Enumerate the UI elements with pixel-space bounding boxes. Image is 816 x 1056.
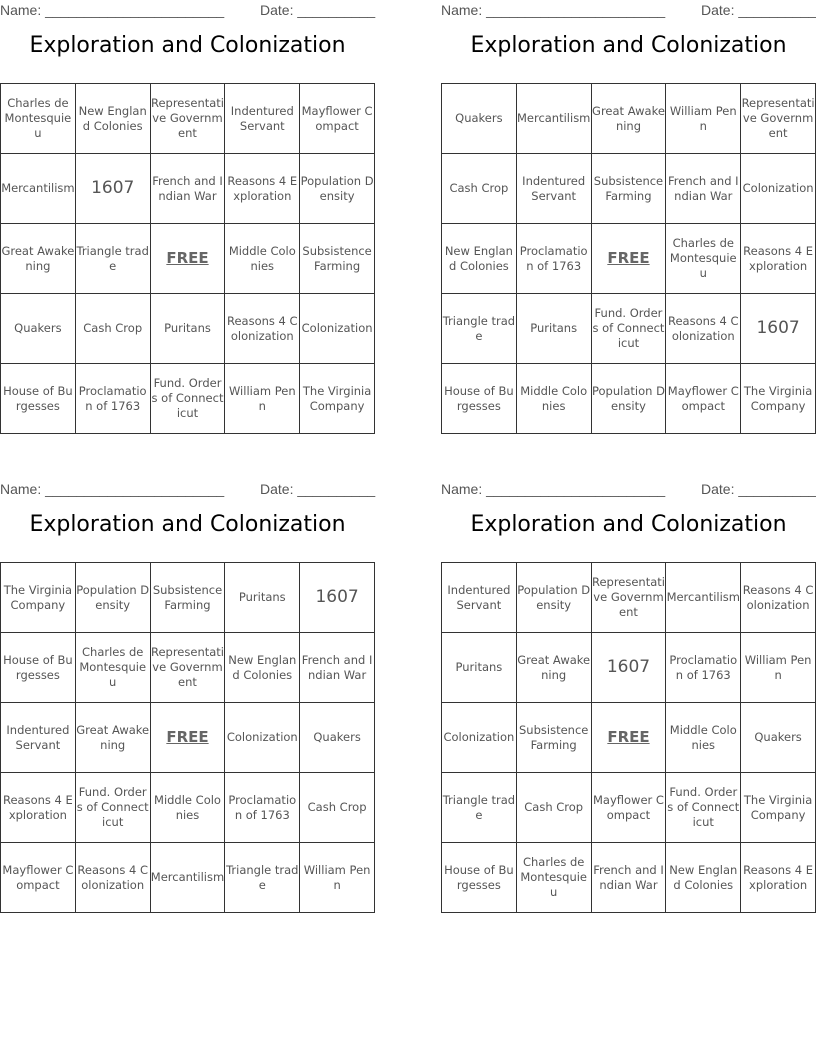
bingo-cell: French and Indian War [591, 843, 666, 913]
bingo-cell: Cash Crop [442, 154, 517, 224]
bingo-card-3 [0, 479, 376, 892]
bingo-cell: Quakers [300, 703, 375, 773]
bingo-cell: House of Burgesses [1, 633, 76, 703]
date-line: Date: __________ [260, 481, 376, 497]
bingo-cell: Colonization [741, 154, 816, 224]
bingo-cell: Puritans [442, 633, 517, 703]
bingo-cell: 1607 [300, 563, 375, 633]
bingo-cell: Reasons 4 Colonization [666, 294, 741, 364]
bingo-cell: Representative Government [591, 563, 666, 633]
date-line: Date: __________ [701, 481, 816, 497]
bingo-cell: Indentured Servant [225, 84, 300, 154]
bingo-cell: William Penn [225, 364, 300, 434]
bingo-card-1 [0, 0, 376, 420]
bingo-cell: Puritans [516, 294, 591, 364]
bingo-cell: Great Awakening [1, 224, 76, 294]
bingo-cell: Proclamation of 1763 [666, 633, 741, 703]
grid-row [1, 294, 375, 364]
bingo-cell: Mayflower Compact [666, 364, 741, 434]
bingo-cell: 1607 [75, 154, 150, 224]
bingo-cell: Colonization [442, 703, 517, 773]
bingo-cell: Colonization [300, 294, 375, 364]
bingo-cell: Mercantilism [150, 843, 225, 913]
grid-row [1, 364, 375, 434]
bingo-cell: Charles de Montesquieu [75, 633, 150, 703]
bingo-cell: Charles de Montesquieu [666, 224, 741, 294]
bingo-cell: Mayflower Compact [591, 773, 666, 843]
bingo-cell: Mercantilism [666, 563, 741, 633]
bingo-cell: Cash Crop [300, 773, 375, 843]
grid-row [1, 773, 375, 843]
bingo-cell: Subsistence Farming [300, 224, 375, 294]
grid-row [1, 154, 375, 224]
bingo-cell: Charles de Montesquieu [1, 84, 76, 154]
bingo-cell: New England Colonies [442, 224, 517, 294]
bingo-cell: Triangle trade [75, 224, 150, 294]
bingo-cell: Middle Colonies [516, 364, 591, 434]
bingo-cell: Fund. Orders of Connecticut [75, 773, 150, 843]
bingo-cell: Reasons 4 Exploration [1, 773, 76, 843]
name-line: Name: _______________________ [441, 2, 666, 18]
bingo-grid [0, 562, 375, 913]
bingo-cell: Subsistence Farming [591, 154, 666, 224]
bingo-cell: Representative Government [150, 84, 225, 154]
bingo-cell: Indentured Servant [442, 563, 517, 633]
bingo-cell: Great Awakening [591, 84, 666, 154]
bingo-cell: French and Indian War [666, 154, 741, 224]
bingo-cell: Puritans [225, 563, 300, 633]
free-space-cell: FREE [150, 224, 225, 294]
grid-row [442, 563, 816, 633]
bingo-cell: 1607 [741, 294, 816, 364]
bingo-cell: House of Burgesses [442, 364, 517, 434]
grid-row [1, 563, 375, 633]
bingo-cell: Fund. Orders of Connecticut [150, 364, 225, 434]
bingo-cell: Cash Crop [516, 773, 591, 843]
bingo-cell: Representative Government [150, 633, 225, 703]
bingo-cell: Subsistence Farming [150, 563, 225, 633]
bingo-cell: The Virginia Company [741, 773, 816, 843]
bingo-cell: Reasons 4 Exploration [741, 843, 816, 913]
bingo-cell: The Virginia Company [741, 364, 816, 434]
bingo-cell: French and Indian War [150, 154, 225, 224]
bingo-cell: William Penn [741, 633, 816, 703]
bingo-cell: Proclamation of 1763 [516, 224, 591, 294]
bingo-cell: William Penn [300, 843, 375, 913]
bingo-cell: Middle Colonies [150, 773, 225, 843]
grid-row [442, 84, 816, 154]
bingo-cell: Fund. Orders of Connecticut [666, 773, 741, 843]
bingo-cell: Cash Crop [75, 294, 150, 364]
bingo-cell: 1607 [591, 633, 666, 703]
bingo-cell: Population Density [591, 364, 666, 434]
bingo-cell: Population Density [75, 563, 150, 633]
grid-row [442, 843, 816, 913]
bingo-cell: Reasons 4 Colonization [225, 294, 300, 364]
bingo-cell: Middle Colonies [225, 224, 300, 294]
bingo-cell: Reasons 4 Exploration [741, 224, 816, 294]
bingo-cell: Quakers [1, 294, 76, 364]
grid-row [1, 633, 375, 703]
name-line: Name: _______________________ [0, 481, 225, 497]
free-space-cell: FREE [150, 703, 225, 773]
bingo-cell: Indentured Servant [1, 703, 76, 773]
bingo-cell: The Virginia Company [1, 563, 76, 633]
date-line: Date: __________ [701, 2, 816, 18]
bingo-cell: House of Burgesses [442, 843, 517, 913]
grid-row [442, 224, 816, 294]
bingo-cell: Great Awakening [75, 703, 150, 773]
card-header [441, 0, 816, 22]
bingo-card-4 [441, 479, 816, 899]
bingo-cell: Indentured Servant [516, 154, 591, 224]
bingo-cell: House of Burgesses [1, 364, 76, 434]
card-header [441, 479, 816, 501]
bingo-cell: Fund. Orders of Connecticut [591, 294, 666, 364]
bingo-cell: Mayflower Compact [300, 84, 375, 154]
bingo-cell: Population Density [300, 154, 375, 224]
bingo-cell: New England Colonies [75, 84, 150, 154]
bingo-cell: Mercantilism [516, 84, 591, 154]
name-line: Name: _______________________ [0, 2, 225, 18]
bingo-cell: The Virginia Company [300, 364, 375, 434]
bingo-cell: New England Colonies [666, 843, 741, 913]
card-title: Exploration and Colonization [470, 33, 787, 58]
grid-row [1, 703, 375, 773]
card-title: Exploration and Colonization [29, 512, 346, 537]
grid-row [1, 224, 375, 294]
grid-row [442, 773, 816, 843]
grid-row [442, 703, 816, 773]
bingo-grid [441, 83, 816, 434]
bingo-cell: Reasons 4 Colonization [75, 843, 150, 913]
bingo-cell: Reasons 4 Colonization [741, 563, 816, 633]
card-title: Exploration and Colonization [29, 33, 346, 58]
card-header [0, 0, 375, 22]
bingo-cell: Representative Government [741, 84, 816, 154]
bingo-grid [441, 562, 816, 913]
bingo-cell: Mercantilism [1, 154, 76, 224]
bingo-cell: Proclamation of 1763 [75, 364, 150, 434]
bingo-cell: Triangle trade [442, 773, 517, 843]
card-title: Exploration and Colonization [470, 512, 787, 537]
bingo-cell: Triangle trade [225, 843, 300, 913]
grid-row [442, 633, 816, 703]
card-header [0, 479, 375, 501]
bingo-card-2 [441, 0, 816, 413]
bingo-cell: Quakers [741, 703, 816, 773]
free-space-cell: FREE [591, 224, 666, 294]
bingo-cell: William Penn [666, 84, 741, 154]
bingo-cell: French and Indian War [300, 633, 375, 703]
bingo-cell: Triangle trade [442, 294, 517, 364]
grid-row [442, 154, 816, 224]
grid-row [1, 84, 375, 154]
bingo-cell: Quakers [442, 84, 517, 154]
bingo-cell: Reasons 4 Exploration [225, 154, 300, 224]
bingo-cell: Puritans [150, 294, 225, 364]
bingo-cell: Mayflower Compact [1, 843, 76, 913]
bingo-cell: Middle Colonies [666, 703, 741, 773]
bingo-cell: Charles de Montesquieu [516, 843, 591, 913]
grid-row [442, 294, 816, 364]
free-space-cell: FREE [591, 703, 666, 773]
bingo-cell: Great Awakening [516, 633, 591, 703]
bingo-cell: Subsistence Farming [516, 703, 591, 773]
grid-row [442, 364, 816, 434]
name-line: Name: _______________________ [441, 481, 666, 497]
bingo-cell: Proclamation of 1763 [225, 773, 300, 843]
bingo-grid [0, 83, 375, 434]
bingo-cell: Colonization [225, 703, 300, 773]
date-line: Date: __________ [260, 2, 376, 18]
bingo-cell: New England Colonies [225, 633, 300, 703]
bingo-cell: Population Density [516, 563, 591, 633]
grid-row [1, 843, 375, 913]
